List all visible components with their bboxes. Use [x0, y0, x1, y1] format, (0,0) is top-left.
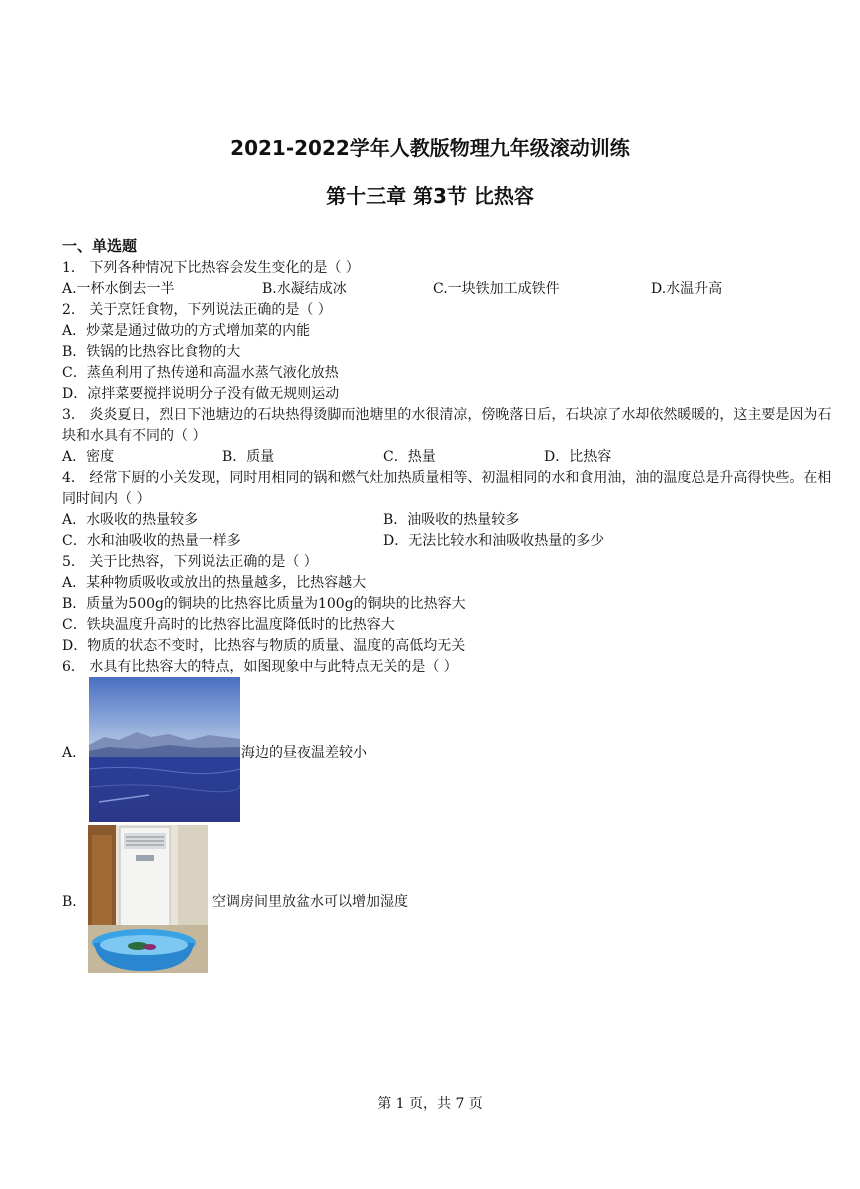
page-title: 2021-2022学年人教版物理九年级滚动训练	[230, 136, 630, 160]
question-4-stem: 4． 经常下厨的小关发现，同时用相同的锅和燃气灶加热质量相等、初温相同的水和食用油，油的温度总是升高得快些。在相同时间内（ ）	[62, 470, 832, 507]
question-2-option-a: A．炒菜是通过做功的方式增加菜的内能	[62, 323, 311, 339]
seaside-photo	[89, 677, 240, 822]
question-6-stem: 6． 水具有比热容大的特点，如图现象中与此特点无关的是（ ）	[62, 659, 458, 675]
air-conditioner-photo	[88, 825, 208, 973]
question-5-option-a: A．某种物质吸收或放出的热量越多，比热容越大	[62, 575, 367, 591]
page-subtitle: 第十三章 第3节 比热容	[326, 184, 534, 208]
question-4-option-a: A．水吸收的热量较多	[62, 512, 199, 528]
question-4-option-b: B．油吸收的热量较多	[383, 512, 520, 528]
question-4-option-c: C．水和油吸收的热量一样多	[62, 533, 241, 549]
question-5-option-c: C．铁块温度升高时的比热容比温度降低时的比热容大	[62, 617, 395, 633]
question-6-option-a-text: 海边的昼夜温差较小	[241, 745, 367, 761]
question-3-option-c: C．热量	[383, 449, 436, 465]
question-6-option-a-letter: A．	[62, 745, 87, 761]
question-2-option-d: D．凉拌菜要搅拌说明分子没有做无规则运动	[62, 386, 340, 402]
question-2-option-c: C．蒸鱼利用了热传递和高温水蒸气液化放热	[62, 365, 339, 381]
question-3-option-b: B．质量	[222, 449, 275, 465]
question-1-stem: 1． 下列各种情况下比热容会发生变化的是（ ）	[62, 260, 360, 276]
question-1-option-d: D.水温升高	[651, 281, 723, 297]
question-1-option-b: B.水凝结成冰	[262, 281, 347, 297]
question-2-option-b: B．铁锅的比热容比食物的大	[62, 344, 241, 360]
question-1-option-c: C.一块铁加工成铁件	[433, 281, 560, 297]
question-5-option-d: D．物质的状态不变时，比热容与物质的质量、温度的高低均无关	[62, 638, 466, 654]
question-2-stem: 2． 关于烹饪食物，下列说法正确的是（ ）	[62, 302, 332, 318]
question-5-stem: 5． 关于比热容，下列说法正确的是（ ）	[62, 554, 318, 570]
section-heading: 一、单选题	[62, 237, 138, 255]
question-1-option-a: A.一杯水倒去一半	[62, 281, 175, 297]
question-6-option-b-letter: B．	[62, 894, 87, 910]
question-3-stem: 3． 炎炎夏日，烈日下池塘边的石块热得烫脚而池塘里的水很清凉，傍晚落日后，石块凉了水却依然暖暖的，这主要是因为石块和水具有不同的（ ）	[62, 407, 832, 444]
page-footer: 第 1 页，共 7 页	[377, 1096, 483, 1112]
question-3-option-d: D．比热容	[544, 449, 612, 465]
question-4-option-d: D．无法比较水和油吸收热量的多少	[383, 533, 605, 549]
question-5-option-b: B．质量为500g的铜块的比热容比质量为100g的铜块的比热容大	[62, 596, 466, 612]
question-6-option-b-text: 空调房间里放盆水可以增加湿度	[212, 894, 408, 910]
question-3-option-a: A．密度	[62, 449, 115, 465]
